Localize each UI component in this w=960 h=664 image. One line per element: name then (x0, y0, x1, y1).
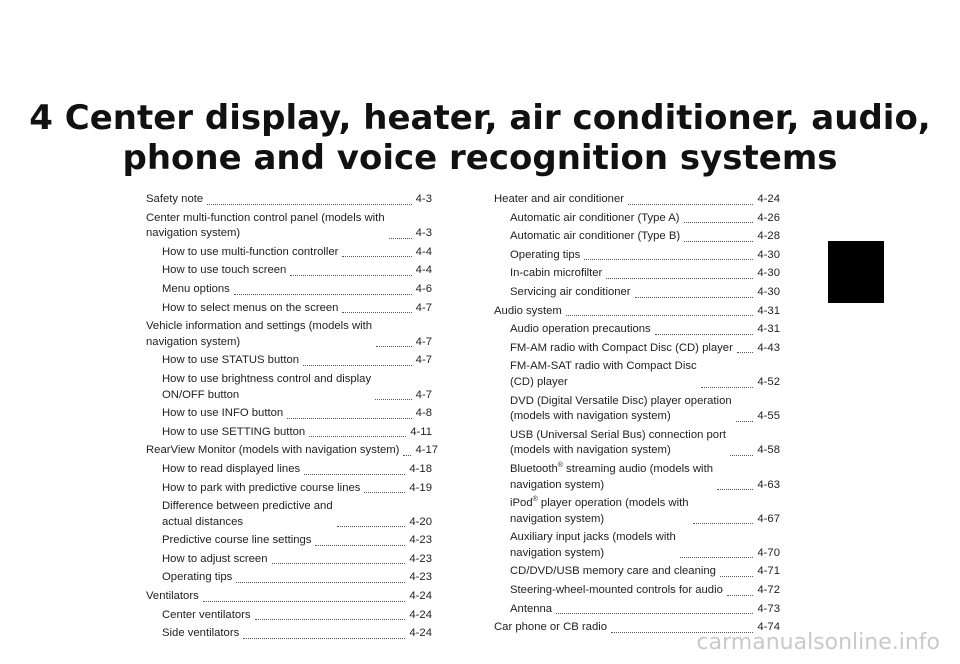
dot-leader (701, 387, 754, 388)
toc-entry-line: How to select menus on the screen (162, 301, 339, 314)
toc-left-column (146, 192, 439, 645)
toc-page-number: 4-58 (757, 444, 780, 457)
toc-entry-title (162, 263, 286, 279)
toc-entry[interactable] (146, 589, 432, 605)
dot-leader (272, 563, 406, 564)
toc-entry[interactable] (146, 301, 432, 317)
toc-entry-line: Predictive course line settings (162, 534, 312, 547)
toc-entry-title (510, 394, 732, 425)
toc-entry-title (510, 530, 676, 561)
toc-page-number: 4-24 (409, 627, 432, 640)
toc-entry[interactable] (494, 285, 780, 301)
dot-leader (364, 492, 405, 493)
toc-entry-line: Bluetooth® streaming audio (models with (510, 462, 713, 475)
toc-page-number: 4-28 (757, 230, 780, 243)
dot-leader (342, 256, 411, 257)
toc-page-number: 4-74 (757, 621, 780, 634)
toc-entry-title (510, 211, 680, 227)
dot-leader (737, 352, 754, 353)
toc-entry-line: Difference between predictive and (162, 500, 333, 513)
toc-entry-title (510, 462, 713, 493)
dot-leader (304, 474, 405, 475)
toc-entry-title (510, 341, 733, 357)
toc-entry-line: How to use INFO button (162, 407, 284, 420)
toc-page-number: 4-23 (409, 534, 432, 547)
toc-entry[interactable] (146, 263, 432, 279)
toc-entry-line: How to read displayed lines (162, 462, 301, 475)
dot-leader (243, 638, 405, 639)
toc-entry-line: Side ventilators (162, 627, 240, 640)
toc-page-number: 4-4 (415, 264, 432, 277)
toc-page-number: 4-43 (757, 341, 780, 354)
dot-leader (655, 334, 754, 335)
dot-leader (628, 204, 753, 205)
toc-entry-line: Safety note (146, 193, 204, 205)
dot-leader (720, 576, 753, 577)
toc-entry-line: Servicing air conditioner (510, 285, 631, 298)
toc-entry[interactable] (494, 583, 780, 599)
toc-entry-line: Auxiliary input jacks (models with (510, 531, 676, 544)
toc-page-number: 4-52 (757, 375, 780, 388)
toc-entry-line: How to adjust screen (162, 552, 268, 565)
toc-entry-line: Operating tips (510, 248, 581, 261)
dot-leader (290, 275, 411, 276)
toc-entry-line: (models with navigation system) (510, 410, 671, 423)
toc-entry-line: Center ventilators (162, 608, 251, 621)
dot-leader (717, 489, 753, 490)
toc-entry-title (162, 552, 268, 568)
toc-entry-title (162, 626, 239, 642)
toc-entry-title (510, 248, 580, 264)
toc-page-number: 4-7 (415, 301, 432, 314)
toc-entry-title (146, 319, 372, 350)
toc-entry-line: In-cabin microfilter (510, 267, 603, 280)
toc-page-number: 4-67 (757, 512, 780, 525)
toc-page-number: 4-30 (757, 248, 780, 261)
dot-leader (236, 582, 405, 583)
toc-entry-line: Ventilators (146, 590, 199, 603)
toc-entry-line: navigation system) (146, 227, 241, 240)
dot-leader (342, 312, 411, 313)
toc-page-number: 4-7 (415, 354, 432, 367)
toc-entry-line: How to use touch screen (162, 264, 287, 277)
toc-entry-line: Automatic air conditioner (Type A) (510, 211, 680, 224)
toc-page-number: 4-20 (409, 515, 432, 528)
toc-entry-title (510, 496, 689, 527)
dot-leader (566, 315, 754, 316)
toc-entry-line: Audio system (494, 304, 562, 317)
dot-leader (207, 204, 412, 205)
toc-entry[interactable] (494, 462, 780, 493)
toc-entry[interactable] (146, 626, 432, 642)
toc-page-number: 4-55 (757, 410, 780, 423)
toc-entry-title (162, 608, 251, 624)
dot-leader (287, 418, 411, 419)
toc-entry-line: navigation system) (510, 478, 605, 491)
toc-entry-line: ON/OFF button (162, 388, 240, 401)
dot-leader (727, 595, 753, 596)
toc-entry-title (162, 282, 230, 298)
toc-entry[interactable] (494, 564, 780, 580)
toc-page-number: 4-70 (757, 546, 780, 559)
dot-leader (684, 241, 753, 242)
dot-leader (234, 294, 412, 295)
toc-entry[interactable] (146, 425, 432, 441)
toc-entry-title (162, 570, 232, 586)
toc-page-number: 4-26 (757, 211, 780, 224)
dot-leader (389, 238, 412, 239)
toc-entry-title (162, 425, 305, 441)
toc-entry-title (510, 583, 723, 599)
toc-entry[interactable] (146, 406, 432, 422)
toc-page-number: 4-31 (757, 304, 780, 317)
dot-leader (635, 297, 754, 298)
toc-entry[interactable] (146, 552, 432, 568)
toc-entry-line: iPod® player operation (models with (510, 496, 689, 510)
dot-leader (736, 421, 754, 422)
toc-entry-line: (CD) player (510, 375, 568, 388)
toc-entry-title (510, 266, 602, 282)
toc-entry[interactable] (494, 266, 780, 282)
toc-entry-title (494, 620, 607, 636)
toc-entry[interactable] (494, 394, 780, 425)
dot-leader (375, 399, 412, 400)
toc-entry-title (162, 533, 311, 549)
toc-entry-line: Car phone or CB radio (494, 621, 608, 634)
toc-entry-line: Center multi-function control panel (models with (146, 211, 385, 224)
toc-page-number: 4-31 (757, 323, 780, 336)
toc-entry[interactable] (494, 304, 780, 320)
toc-page-number: 4-23 (409, 571, 432, 584)
toc-entry-title (162, 499, 333, 530)
toc-entry-line: Operating tips (162, 571, 233, 584)
toc-entry-title (162, 245, 338, 261)
toc-page-number: 4-18 (409, 462, 432, 475)
dot-leader (337, 526, 406, 527)
toc-entry[interactable] (494, 322, 780, 338)
toc-entry-line: navigation system) (510, 546, 605, 559)
toc-entry-line: actual distances (162, 515, 244, 528)
toc-page-number: 4-72 (757, 584, 780, 597)
toc-entry-title (510, 322, 651, 338)
toc-entry-title (162, 353, 299, 369)
toc-entry-title (146, 589, 199, 605)
toc-entry-line: (models with navigation system) (510, 444, 671, 457)
toc-entry-line: Audio operation precautions (510, 323, 651, 336)
toc-entry[interactable] (146, 245, 432, 261)
chapter-title (0, 98, 960, 178)
dot-leader (684, 222, 754, 223)
toc-entry[interactable] (494, 359, 780, 390)
toc-page-number: 4-8 (415, 407, 432, 420)
toc-entry-line: CD/DVD/USB memory care and cleaning (510, 565, 716, 578)
toc-entry-line: How to use brightness control and display (162, 372, 372, 385)
toc-entry[interactable] (146, 481, 432, 497)
toc-entry-line: RearView Monitor (models with navigation system) (146, 444, 400, 457)
toc-entry-line: FM-AM-SAT radio with Compact Disc (510, 360, 697, 373)
toc-page-number: 4-17 (415, 444, 439, 457)
toc-entry-title (146, 211, 385, 242)
toc-entry-title (162, 301, 338, 317)
toc-entry-title (510, 359, 697, 390)
toc-entry[interactable] (494, 602, 780, 618)
toc-entry[interactable] (146, 499, 432, 530)
toc-entry-title (510, 602, 552, 618)
toc-entry[interactable] (494, 248, 780, 264)
dot-leader (303, 365, 412, 366)
toc-entry-title (162, 406, 283, 422)
toc-entry[interactable] (494, 428, 780, 459)
dot-leader (584, 259, 753, 260)
toc-page-number: 4-24 (409, 608, 432, 621)
toc-page-number: 4-23 (409, 552, 432, 565)
toc-entry[interactable] (494, 211, 780, 227)
toc-entry[interactable] (494, 530, 780, 561)
toc-entry-title (494, 192, 624, 208)
toc-entry-line: Vehicle information and settings (models with (146, 320, 373, 333)
toc-entry-line: Heater and air conditioner (494, 193, 624, 205)
dot-leader (606, 278, 753, 279)
toc-entry[interactable] (146, 443, 439, 459)
toc-entry-line: How to use STATUS button (162, 354, 300, 367)
toc-entry-line: navigation system) (510, 512, 605, 525)
toc-entry-title (510, 428, 726, 459)
chapter-title-line-2: phone and voice recognition systems (122, 138, 838, 178)
dot-leader (203, 601, 406, 602)
dot-leader (255, 619, 406, 620)
toc-page-number: 4-7 (415, 388, 432, 401)
toc-entry[interactable] (146, 211, 432, 242)
toc-entry[interactable] (494, 341, 780, 357)
toc-entry-line: DVD (Digital Versatile Disc) player operation (510, 394, 732, 407)
toc-page-number: 4-71 (757, 565, 780, 578)
toc-page-number: 4-24 (757, 193, 780, 205)
toc-entry-line: Antenna (510, 602, 553, 615)
toc-page-number: 4-11 (410, 425, 432, 438)
toc-entry-line: How to use SETTING button (162, 425, 306, 438)
toc-page-number: 4-63 (757, 478, 780, 491)
toc-entry-line: How to use multi-function controller (162, 245, 339, 258)
dot-leader (315, 545, 405, 546)
toc-entry-line: navigation system) (146, 335, 241, 348)
toc-entry-line: Menu options (162, 282, 230, 295)
dot-leader (556, 613, 753, 614)
toc-page-number: 4-7 (415, 335, 432, 348)
toc-page-number: 4-19 (409, 481, 432, 494)
chapter-tab-marker (828, 241, 884, 303)
toc-entry-title (162, 462, 300, 478)
toc-entry-title (510, 285, 631, 301)
toc-page-number: 4-3 (415, 193, 432, 205)
toc-entry-title (510, 564, 716, 580)
toc-entry-line: Steering-wheel-mounted controls for audio (510, 584, 723, 597)
toc-entry[interactable] (146, 353, 432, 369)
dot-leader (309, 436, 406, 437)
chapter-title-line-1: 4 Center display, heater, air conditioner, audio, (29, 98, 931, 138)
toc-entry-title (510, 229, 680, 245)
dot-leader (680, 557, 754, 558)
toc-page-number: 4-4 (415, 245, 432, 258)
toc-page-number: 4-6 (415, 282, 432, 295)
toc-entry[interactable] (146, 608, 432, 624)
toc-entry[interactable] (494, 192, 780, 208)
toc-entry-line: Automatic air conditioner (Type B) (510, 230, 681, 243)
toc-entry-title (494, 304, 562, 320)
dot-leader (403, 455, 411, 456)
toc-entry[interactable] (146, 319, 432, 350)
dot-leader (693, 523, 754, 524)
toc-entry[interactable] (494, 496, 780, 527)
toc-page-number: 4-24 (409, 590, 432, 603)
toc-page-number: 4-30 (757, 267, 780, 280)
toc-entry[interactable] (146, 462, 432, 478)
toc-entry-line: FM-AM radio with Compact Disc (CD) player (510, 341, 733, 354)
toc-entry-title (146, 443, 399, 459)
toc-entry-title (162, 372, 371, 403)
toc-entry-title (162, 481, 360, 497)
dot-leader (730, 455, 753, 456)
toc-entry[interactable] (146, 533, 432, 549)
toc-entry[interactable] (146, 192, 432, 208)
toc-entry-line: How to park with predictive course lines (162, 481, 361, 494)
toc-entry[interactable] (494, 229, 780, 245)
toc-right-column (494, 192, 780, 639)
watermark: carmanualsonline.info (696, 630, 940, 655)
toc-page-number: 4-3 (415, 227, 432, 240)
toc-entry[interactable] (146, 282, 432, 298)
toc-page-number: 4-73 (757, 602, 780, 615)
toc-entry-line: USB (Universal Serial Bus) connection port (510, 428, 726, 441)
toc-entry[interactable] (146, 372, 432, 403)
toc-page-number: 4-30 (757, 285, 780, 298)
dot-leader (376, 346, 412, 347)
toc-entry[interactable] (146, 570, 432, 586)
toc-entry-title (146, 192, 203, 208)
